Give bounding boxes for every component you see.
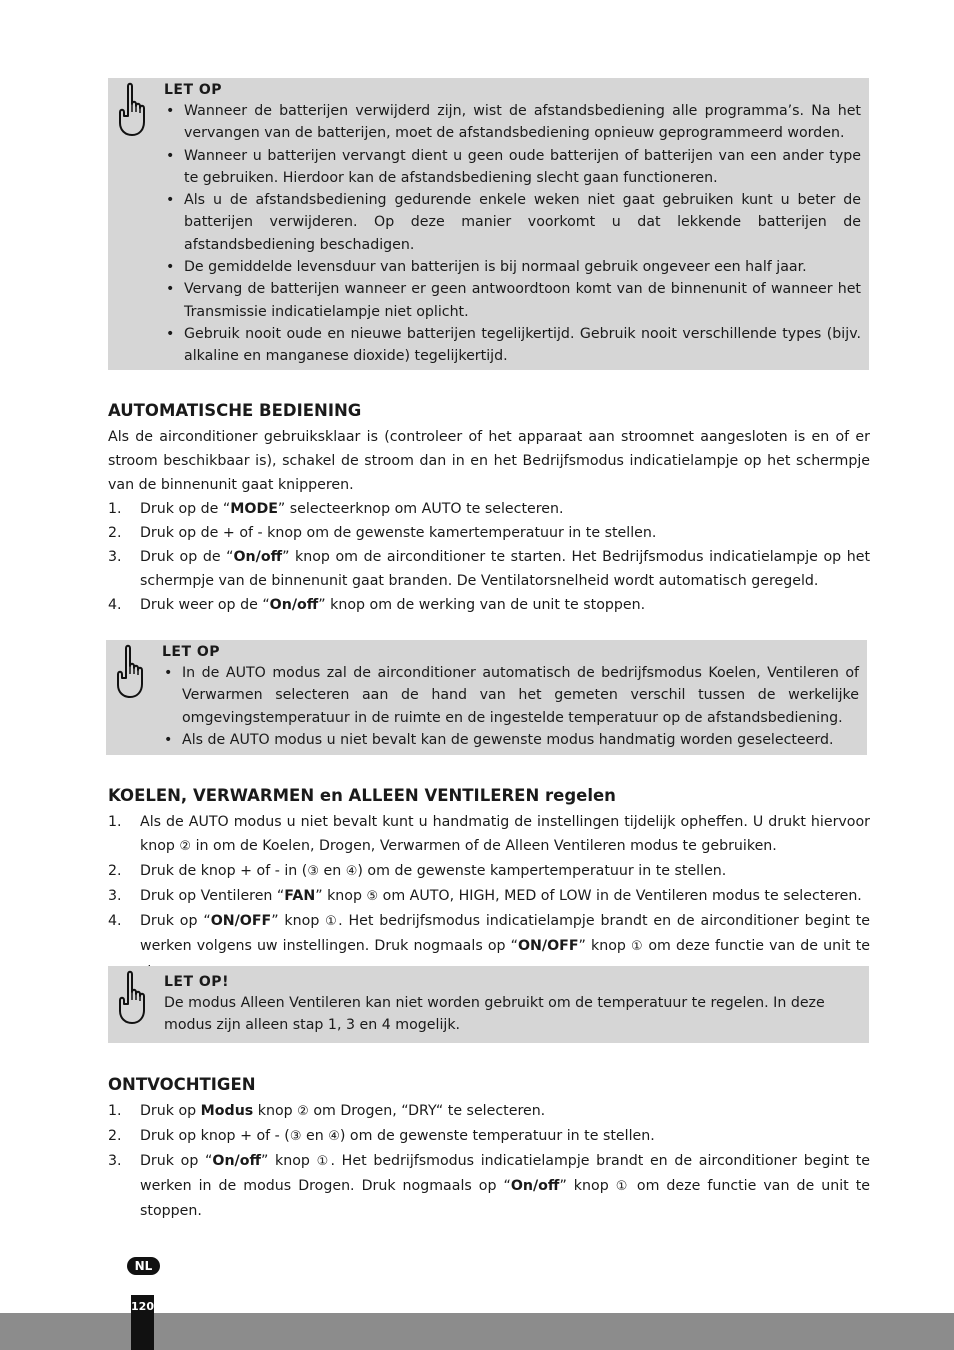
note-title: LET OP [164, 82, 223, 98]
step-item: 2. Druk op de + of - knop om de gewenste kamertemperatuur in te stellen. [108, 525, 657, 541]
section-heading: ONTVOCHTIGEN [108, 1075, 256, 1094]
step-item: 1. Druk op Modus knop ② om Drogen, “DRY“ te selecteren. [108, 1103, 546, 1119]
pointing-hand-icon [112, 644, 148, 700]
note-box-batteries [108, 78, 869, 370]
step-item: 2. Druk op knop + of - (③ en ④) om de gewenste temperatuur in te stellen. [108, 1128, 655, 1144]
note-box-ventileren [108, 966, 869, 1043]
note-text: De modus Alleen Ventileren kan niet worden gebruikt om de temperatuur te regelen. In deze modus zijn alleen stap 1, 3 en 4 mogelijk. [164, 995, 825, 1033]
steps-list [108, 1099, 870, 1223]
section-ontvochtigen [108, 1073, 870, 1223]
list-item: • Wanneer de batterijen verwijderd zijn, wist de afstandsbediening alle programma’s. Na het vervangen van de batterijen, moet de afstandsbediening opnieuw geprogrammeerd worden. [164, 100, 861, 145]
language-badge: NL [127, 1257, 160, 1275]
note-list [162, 662, 859, 751]
section-heading: KOELEN, VERWARMEN en ALLEEN VENTILEREN regelen [108, 786, 616, 805]
pointing-hand-icon [114, 82, 150, 138]
step-item: 3. Druk op “On/off” knop ①. Het bedrijfsmodus indicatielampje brandt en de airconditioner begint te werken in de modus Drogen. Druk nogmaals op “On/off” knop ① om deze functie van de unit te stoppen. [108, 1153, 871, 1219]
section-heading: AUTOMATISCHE BEDIENING [108, 401, 362, 420]
list-item: • Gebruik nooit oude en nieuwe batterijen tegelijkertijd. Gebruik nooit verschillende types (bijv. alkaline en manganese dioxide) tegelijkertijd. [164, 323, 861, 368]
list-item: • De gemiddelde levensduur van batterijen is bij normaal gebruik ongeveer een half jaar. [164, 256, 861, 278]
note-list [164, 100, 861, 368]
pointing-hand-icon [114, 970, 150, 1026]
note-box-auto [106, 640, 867, 755]
section-koelen [108, 784, 870, 983]
step-item: 2. Druk de knop + of - in (③ en ④) om de gewenste kampertemperatuur in te stellen. [108, 863, 727, 879]
section-auto [108, 399, 870, 617]
steps-list [108, 810, 870, 983]
steps-list [108, 497, 870, 617]
list-item: • Vervang de batterijen wanneer er geen antwoordtoon komt van de binnenunit of wanneer het Transmissie indicatielampje niet oplicht. [164, 278, 861, 323]
step-item: 1. Druk op de “MODE” selecteerknop om AUTO te selecteren. [108, 501, 564, 517]
step-item: 3. Druk op Ventileren “FAN” knop ⑤ om AUTO, HIGH, MED of LOW in de Ventileren modus te selecteren. [108, 888, 862, 904]
list-item: • Als u de afstandsbediening gedurende enkele weken niet gaat gebruiken kunt u beter de batterijen verwijderen. Op deze manier voorkomt u dat lekkende batterijen de afstandsbediening beschadigen. [164, 189, 861, 256]
step-item: 4. Druk op “ON/OFF” knop ①. Het bedrijfsmodus indicatielampje brandt en de airconditioner begint te werken volgens uw instellingen. Druk nogmaals op “ON/OFF” knop ① om deze functie van de unit te [108, 913, 871, 954]
list-item: • In de AUTO modus zal de airconditioner automatisch de bedrijfsmodus Koelen, Ventileren of Verwarmen selecteren aan de hand van het gemeten verschil tussen de werkelijke omgevingstemperatuur in de ruimte en de ingestelde temperatuur op de afstandsbediening. [162, 662, 859, 729]
step-item: 1. Als de AUTO modus u niet bevalt kunt u handmatig de instellingen tijdelijk opheffen. U drukt hiervoor knop ② in om de Koelen, Drogen, Verwarmen of de Alleen Ventileren modus te gebruiken. [108, 814, 870, 854]
note-title: LET OP [162, 644, 221, 660]
list-item: • Als de AUTO modus u niet bevalt kan de gewenste modus handmatig worden geselecteerd. [162, 729, 859, 751]
note-title: LET OP! [164, 974, 229, 990]
step-item: 3. Druk op de “On/off” knop om de airconditioner te starten. Het Bedrijfsmodus indicatielampje op het schermpje van de binnenunit gaat branden. De Ventilatorsnelheid wordt automatisch geregeld. [108, 549, 871, 589]
page-number: 120 [131, 1295, 154, 1350]
section-intro: Als de airconditioner gebruiksklaar is (controleer of het apparaat aan stroomnet aangesloten is en of er stroom beschikbaar is), schakel de stroom dan in en het Bedrijfsmodus indicatielampje op het schermpje van de binnenunit gaat knipperen. [108, 429, 870, 493]
step-item: 4. Druk weer op de “On/off” knop om de werking van de unit te stoppen. [108, 597, 646, 613]
list-item: • Wanneer u batterijen vervangt dient u geen oude batterijen of batterijen van een ander type te gebruiken. Hierdoor kan de afstandsbediening slecht gaan functioneren. [164, 145, 861, 190]
